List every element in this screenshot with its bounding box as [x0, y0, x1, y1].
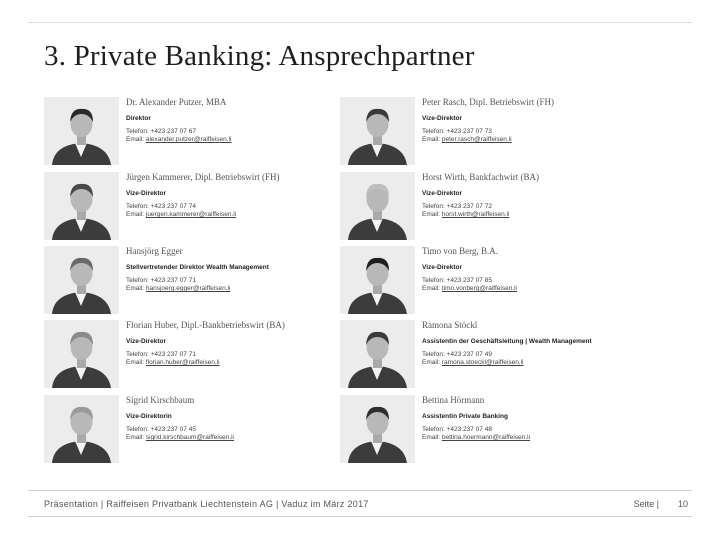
contact-email-line	[422, 285, 632, 293]
contact-role: Direktor	[126, 115, 151, 122]
contact-name: Peter Rasch, Dipl. Betriebswirt (FH)	[422, 97, 554, 107]
contact-info	[422, 246, 632, 293]
contact-card	[340, 97, 630, 167]
contact-name: Ramona Stöckl	[422, 320, 478, 330]
email-label: Email:	[126, 359, 145, 366]
contact-email-link[interactable]: peter.rasch@raiffeisen.li	[441, 136, 512, 143]
contact-email-line	[126, 359, 336, 367]
portrait-photo	[44, 246, 119, 314]
contact-email-link[interactable]: alexander.putzer@raiffeisen.li	[145, 136, 232, 143]
contact-email-link[interactable]: florian.huber@raiffeisen.li	[145, 359, 220, 366]
contact-phone: Telefon: +423 237 07 71	[126, 351, 196, 358]
contact-card	[340, 246, 630, 316]
page-info	[634, 499, 688, 509]
contact-name: Timo von Berg, B.A.	[422, 246, 499, 256]
contact-name: Dr. Alexander Putzer, MBA	[126, 97, 227, 107]
portrait-photo	[44, 320, 119, 388]
contact-role: Stellvertretender Direktor Wealth Management	[126, 264, 269, 271]
email-label: Email:	[422, 434, 441, 441]
contact-email-line	[422, 211, 632, 219]
email-label: Email:	[126, 136, 145, 143]
contact-role: Vize-Direktor	[422, 190, 462, 197]
portrait-photo	[340, 172, 415, 240]
contact-card	[340, 320, 630, 390]
email-label: Email:	[422, 136, 441, 143]
contact-email-line	[126, 285, 336, 293]
contact-name: Florian Huber, Dipl.-Bankbetriebswirt (BA)	[126, 320, 285, 330]
portrait-photo	[44, 97, 119, 165]
contact-phone: Telefon: +423 237 07 48	[422, 426, 492, 433]
contact-info	[422, 320, 632, 367]
contact-email-link[interactable]: horst.wirth@raiffeisen.li	[441, 211, 510, 218]
footer-divider-bottom	[28, 516, 692, 517]
contact-card	[340, 395, 630, 465]
contact-card	[44, 172, 334, 242]
contact-info	[126, 172, 336, 219]
contact-info	[126, 97, 336, 144]
email-label: Email:	[422, 285, 441, 292]
contact-email-line	[126, 136, 336, 144]
portrait-photo	[340, 246, 415, 314]
contact-phone: Telefon: +423 237 07 72	[422, 203, 492, 210]
contact-role: Assistentin Private Banking	[422, 413, 508, 420]
top-divider	[28, 22, 692, 23]
contact-email-link[interactable]: ramona.stoeckl@raiffeisen.li	[441, 359, 524, 366]
email-label: Email:	[126, 211, 145, 218]
portrait-photo	[44, 172, 119, 240]
portrait-photo	[340, 97, 415, 165]
contact-card	[340, 172, 630, 242]
contact-phone: Telefon: +423 237 07 67	[126, 128, 196, 135]
contact-info	[422, 395, 632, 442]
email-label: Email:	[422, 359, 441, 366]
contact-email-link[interactable]: timo.vonberg@raiffeisen.li	[441, 285, 517, 292]
contact-email-link[interactable]: hansjoerg.egger@raiffeisen.li	[145, 285, 231, 292]
contact-role: Vize-Direktor	[422, 115, 462, 122]
contact-role: Vize-Direktor	[422, 264, 462, 271]
page-number: 10	[677, 499, 688, 509]
email-label: Email:	[422, 211, 441, 218]
contact-email-line	[422, 136, 632, 144]
contact-name: Horst Wirth, Bankfachwirt (BA)	[422, 172, 539, 182]
contact-email-line	[422, 434, 632, 442]
contact-name: Sigrid Kirschbaum	[126, 395, 195, 405]
contact-phone: Telefon: +423 237 07 45	[126, 426, 196, 433]
contact-email-line	[422, 359, 632, 367]
contact-info	[126, 395, 336, 442]
contact-role: Vize-Direktor	[126, 338, 166, 345]
contact-email-line	[126, 434, 336, 442]
portrait-photo	[340, 320, 415, 388]
contact-name: Hansjörg Egger	[126, 246, 183, 256]
contact-info	[422, 97, 632, 144]
portrait-photo	[340, 395, 415, 463]
email-label: Email:	[126, 285, 145, 292]
contact-email-line	[126, 211, 336, 219]
contact-email-link[interactable]: sigrid.kirschbaum@raiffeisen.li	[145, 434, 234, 441]
contact-phone: Telefon: +423 237 07 85	[422, 277, 492, 284]
contact-phone: Telefon: +423 237 07 71	[126, 277, 196, 284]
footer-divider-top	[28, 490, 692, 491]
contact-info	[126, 320, 336, 367]
contact-card	[44, 246, 334, 316]
contact-phone: Telefon: +423 237 07 49	[422, 351, 492, 358]
contact-role: Vize-Direktor	[126, 190, 166, 197]
contact-card	[44, 395, 334, 465]
contact-name: Bettina Hörmann	[422, 395, 485, 405]
page-label: Seite |	[633, 499, 659, 509]
contact-info	[422, 172, 632, 219]
email-label: Email:	[126, 434, 145, 441]
contact-info	[126, 246, 336, 293]
contact-role: Assistentin der Geschäftsleitung | Wealth Management	[422, 338, 592, 345]
contact-name: Jürgen Kammerer, Dipl. Betriebswirt (FH)	[126, 172, 280, 182]
portrait-photo	[44, 395, 119, 463]
contact-phone: Telefon: +423 237 07 74	[126, 203, 196, 210]
contact-card	[44, 97, 334, 167]
contact-role: Vize-Direktorin	[126, 413, 172, 420]
contact-card	[44, 320, 334, 390]
slide-title: 3. Private Banking: Ansprechpartner	[44, 40, 475, 72]
contact-email-link[interactable]: bettina.hoermann@raiffeisen.li	[441, 434, 531, 441]
contact-email-link[interactable]: juergen.kammerer@raiffeisen.li	[145, 211, 237, 218]
footer-text: Präsentation | Raiffeisen Privatbank Liechtenstein AG | Vaduz im März 2017	[44, 499, 369, 509]
contact-phone: Telefon: +423 237 07 73	[422, 128, 492, 135]
